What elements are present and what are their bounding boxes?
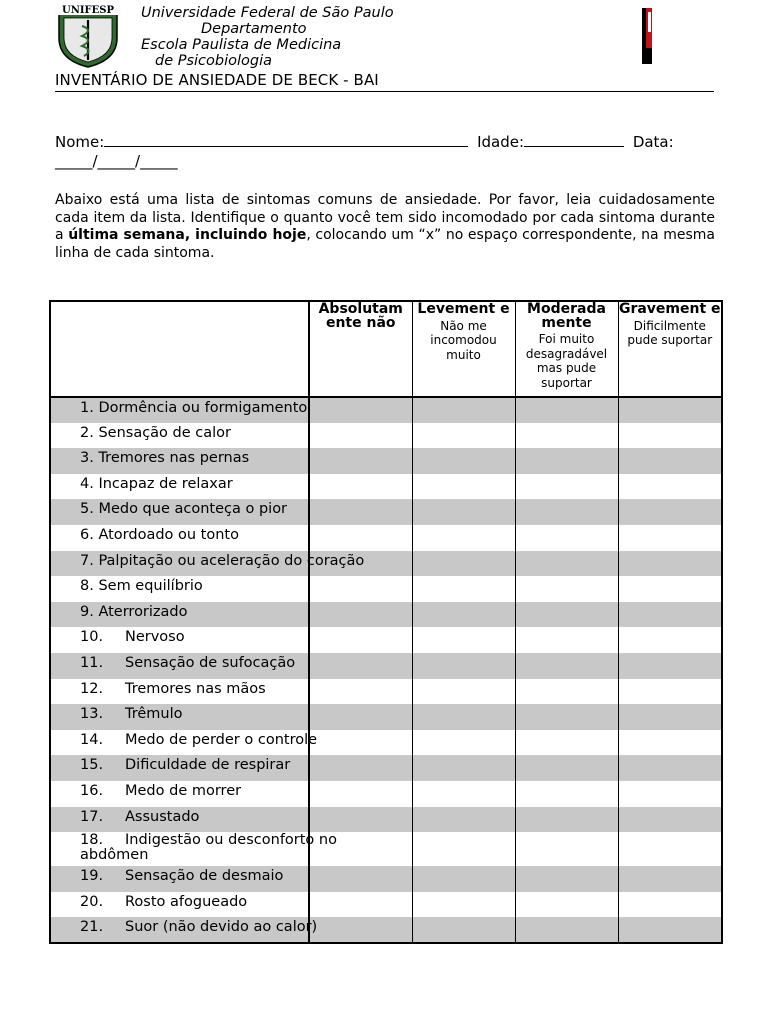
answer-cell[interactable]: [618, 448, 722, 474]
department-label: Departamento: [201, 21, 307, 37]
symptom-cell: [50, 397, 309, 423]
symptom-number: 15.: [80, 757, 104, 774]
symptom-label: 6. Atordoado ou tonto: [80, 526, 239, 543]
answer-cell[interactable]: [618, 499, 722, 525]
symptom-label: 5. Medo que aconteça o pior: [80, 501, 288, 518]
symptom-text: Sensação de sufocação: [125, 654, 296, 671]
symptom-label: 7. Palpitação ou aceleração do coração: [80, 552, 365, 569]
symptom-label: [80, 681, 266, 697]
document-header: [55, 4, 715, 90]
symptom-cell: [50, 892, 309, 918]
symptom-text: Sensação de desmaio: [125, 868, 284, 885]
symptom-cell: [50, 704, 309, 730]
table-row: [50, 892, 722, 918]
instructions-text-1: Abaixo está uma lista de sintomas comuns de ansiedade. Por favor, leia cuidadosamente cada item da lista. Identifique o quanto você tem sido incomodado por cada sintoma durante a: [55, 192, 715, 243]
symptom-label: [80, 919, 317, 935]
answer-cell[interactable]: [618, 423, 722, 449]
symptom-label: [80, 732, 317, 748]
column-header-gravemente: Gravement e Dificilmente pude suportar: [618, 301, 722, 397]
symptom-label: [80, 655, 295, 671]
answer-cell[interactable]: [412, 832, 515, 866]
symptom-cell: [50, 730, 318, 756]
answer-cell[interactable]: [618, 627, 722, 653]
answer-cell[interactable]: [515, 448, 618, 474]
answer-cell[interactable]: [618, 917, 722, 943]
logo-text: UNIFESP: [61, 5, 115, 16]
university-name: Universidade Federal de São Paulo: [141, 5, 394, 21]
symptom-cell: [50, 474, 309, 500]
symptom-number: 10.: [80, 629, 104, 646]
answer-cell[interactable]: [412, 704, 515, 730]
division-name: de Psicobiologia: [155, 53, 273, 69]
symptom-column-header: [50, 301, 309, 397]
symptom-label: [80, 809, 199, 825]
table-row: [50, 551, 722, 577]
answer-cell[interactable]: [412, 627, 515, 653]
answer-cell[interactable]: [515, 917, 618, 943]
answer-cell[interactable]: [618, 892, 722, 918]
answer-cell[interactable]: [515, 781, 618, 807]
school-name: Escola Paulista de Medicina: [141, 37, 342, 53]
answer-cell[interactable]: [412, 448, 515, 474]
symptom-label: 8. Sem equilíbrio: [80, 578, 203, 595]
answer-cell[interactable]: [412, 679, 515, 705]
answer-cell[interactable]: [618, 704, 722, 730]
answer-cell[interactable]: [309, 499, 412, 525]
answer-cell[interactable]: [412, 653, 515, 679]
table-row: [50, 832, 722, 866]
answer-cell[interactable]: [412, 525, 515, 551]
table-row: [50, 866, 722, 892]
answer-cell[interactable]: [309, 730, 412, 756]
answer-cell[interactable]: [618, 832, 722, 866]
symptom-text: Nervoso: [125, 629, 185, 646]
symptom-label: [80, 833, 400, 863]
answer-cell[interactable]: [309, 704, 412, 730]
symptom-label: 3. Tremores nas pernas: [80, 450, 250, 467]
answer-cell[interactable]: [515, 551, 618, 577]
symptom-text: Tremores nas mãos: [125, 680, 266, 697]
answer-cell[interactable]: [515, 499, 618, 525]
symptom-text: Trêmulo: [125, 706, 183, 723]
table-row: [50, 704, 722, 730]
table-row: [50, 397, 722, 423]
answer-cell[interactable]: [412, 551, 515, 577]
column-header-absolutamente-nao: Absolutam ente não: [309, 301, 412, 397]
answer-cell[interactable]: [309, 576, 412, 602]
symptom-cell: [50, 551, 365, 577]
date-label: Data:: [632, 133, 674, 151]
answer-cell[interactable]: [618, 755, 722, 781]
answer-cell[interactable]: [412, 576, 515, 602]
answer-cell[interactable]: [309, 525, 412, 551]
symptom-text: Medo de morrer: [125, 782, 242, 799]
symptom-number: 11.: [80, 654, 104, 671]
answer-cell[interactable]: [515, 525, 618, 551]
table-row: [50, 448, 722, 474]
symptom-cell: [50, 832, 337, 866]
answer-cell[interactable]: [618, 807, 722, 833]
symptom-cell: [50, 423, 309, 449]
header-divider: [55, 91, 714, 92]
instructions-text-2: , colocando um “x” no espaço correspondente, na mesma linha de cada sintoma.: [55, 227, 716, 261]
institution-block: [141, 5, 394, 69]
symptom-number: 18.: [80, 832, 104, 849]
symptom-number: 21.: [80, 919, 104, 936]
age-field[interactable]: [524, 132, 624, 147]
table-row: [50, 653, 722, 679]
answer-cell[interactable]: [412, 866, 515, 892]
form-title: INVENTÁRIO DE ANSIEDADE DE BECK - BAI: [55, 71, 379, 89]
answer-cell[interactable]: [309, 448, 412, 474]
answer-cell[interactable]: [515, 730, 618, 756]
answer-cell[interactable]: [412, 499, 515, 525]
answer-cell[interactable]: [515, 602, 618, 628]
answer-cell[interactable]: [309, 474, 412, 500]
answer-cell[interactable]: [515, 653, 618, 679]
answer-cell[interactable]: [618, 602, 722, 628]
table-row: [50, 679, 722, 705]
answer-cell[interactable]: [515, 474, 618, 500]
answer-cell[interactable]: [515, 866, 618, 892]
answer-cell[interactable]: [412, 807, 515, 833]
answer-cell[interactable]: [515, 807, 618, 833]
symptom-number: 17.: [80, 808, 104, 825]
date-field[interactable]: _____/_____/_____: [55, 152, 178, 170]
symptom-label: 4. Incapaz de relaxar: [80, 475, 233, 492]
symptom-label: [80, 706, 183, 722]
answer-cell[interactable]: [309, 423, 412, 449]
answer-cell[interactable]: [515, 892, 618, 918]
symptom-text: Rosto afogueado: [125, 893, 248, 910]
answer-cell[interactable]: [309, 781, 412, 807]
symptom-cell: [50, 679, 309, 705]
name-label: Nome:: [55, 133, 105, 151]
symptom-cell: [50, 866, 309, 892]
symptom-label: 2. Sensação de calor: [80, 424, 231, 441]
column-header-moderadamente: Moderada mente Foi muito desagradável mas pude suportar: [515, 301, 618, 397]
answer-cell[interactable]: [309, 866, 412, 892]
symptom-label: [80, 783, 241, 799]
symptom-text: Medo de perder o controle: [125, 731, 318, 748]
symptom-table: [49, 300, 723, 944]
age-label: Idade:: [477, 133, 525, 151]
answer-cell[interactable]: [309, 627, 412, 653]
symptom-text: Dificuldade de respirar: [125, 757, 291, 774]
table-header: [50, 301, 722, 397]
answer-cell[interactable]: [309, 755, 412, 781]
symptom-number: 14.: [80, 731, 104, 748]
table-row: [50, 499, 722, 525]
answer-cell[interactable]: [618, 576, 722, 602]
symptom-cell: [50, 627, 309, 653]
answer-cell[interactable]: [412, 423, 515, 449]
answer-cell[interactable]: [515, 832, 618, 866]
instructions: [55, 192, 715, 262]
brand-mark-icon: [641, 6, 655, 66]
answer-cell[interactable]: [309, 397, 412, 423]
symptom-text: Suor (não devido ao calor): [125, 919, 318, 936]
answer-cell[interactable]: [412, 781, 515, 807]
identification-fields: [55, 132, 715, 171]
answer-cell[interactable]: [412, 892, 515, 918]
answer-cell[interactable]: [412, 755, 515, 781]
symptom-cell: [50, 448, 309, 474]
unifesp-logo: [55, 4, 121, 68]
answer-cell[interactable]: [412, 397, 515, 423]
symptom-number: 12.: [80, 680, 104, 697]
table-row: [50, 730, 722, 756]
symptom-label: [80, 757, 290, 773]
symptom-cell: [50, 653, 309, 679]
answer-cell[interactable]: [515, 679, 618, 705]
symptom-cell: [50, 917, 318, 943]
name-field[interactable]: [104, 132, 468, 147]
answer-cell[interactable]: [412, 917, 515, 943]
symptom-label: 9. Aterrorizado: [80, 603, 188, 620]
symptom-label: 1. Dormência ou formigamento: [80, 400, 308, 416]
answer-cell[interactable]: [515, 704, 618, 730]
symptom-number: 19.: [80, 868, 104, 885]
symptom-label: [80, 868, 283, 884]
symptom-text: Assustado: [125, 808, 200, 825]
table-row: [50, 781, 722, 807]
answer-cell[interactable]: [309, 917, 412, 943]
answer-cell[interactable]: [412, 602, 515, 628]
symptom-cell: [50, 499, 309, 525]
table-row: [50, 627, 722, 653]
answer-cell[interactable]: [309, 602, 412, 628]
column-header-levemente: Levement e Não me incomodou muito: [412, 301, 515, 397]
answer-cell[interactable]: [515, 576, 618, 602]
symptom-number: 13.: [80, 706, 104, 723]
answer-cell[interactable]: [618, 653, 722, 679]
answer-cell[interactable]: [618, 781, 722, 807]
answer-cell[interactable]: [618, 866, 722, 892]
table-row: [50, 807, 722, 833]
answer-cell[interactable]: [618, 397, 722, 423]
symptom-label: [80, 894, 247, 910]
instructions-bold: última semana, incluindo hoje: [68, 227, 307, 243]
answer-cell[interactable]: [515, 397, 618, 423]
symptom-cell: [50, 576, 309, 602]
answer-cell[interactable]: [412, 474, 515, 500]
answer-cell[interactable]: [515, 627, 618, 653]
answer-cell[interactable]: [515, 755, 618, 781]
symptom-cell: [50, 602, 309, 628]
answer-cell[interactable]: [618, 525, 722, 551]
table-row: [50, 576, 722, 602]
answer-cell[interactable]: [618, 679, 722, 705]
symptom-number: 16.: [80, 782, 104, 799]
answer-cell[interactable]: [309, 653, 412, 679]
symptom-cell: [50, 755, 309, 781]
table-row: [50, 755, 722, 781]
table-row: [50, 525, 722, 551]
symptom-cell: [50, 525, 309, 551]
symptom-cell: [50, 807, 309, 833]
answer-cell[interactable]: [515, 423, 618, 449]
answer-cell[interactable]: [618, 474, 722, 500]
table-row: [50, 423, 722, 449]
answer-cell[interactable]: [309, 892, 412, 918]
symptom-text: Indigestão ou desconforto no abdômen: [80, 832, 337, 864]
symptom-number: 20.: [80, 893, 104, 910]
symptom-cell: [50, 781, 309, 807]
answer-cell[interactable]: [412, 730, 515, 756]
table-row: [50, 917, 722, 943]
answer-cell[interactable]: [618, 730, 722, 756]
answer-cell[interactable]: [618, 551, 722, 577]
symptom-label: [80, 629, 185, 645]
answer-cell[interactable]: [309, 679, 412, 705]
table-row: [50, 602, 722, 628]
table-row: [50, 474, 722, 500]
answer-cell[interactable]: [309, 807, 412, 833]
